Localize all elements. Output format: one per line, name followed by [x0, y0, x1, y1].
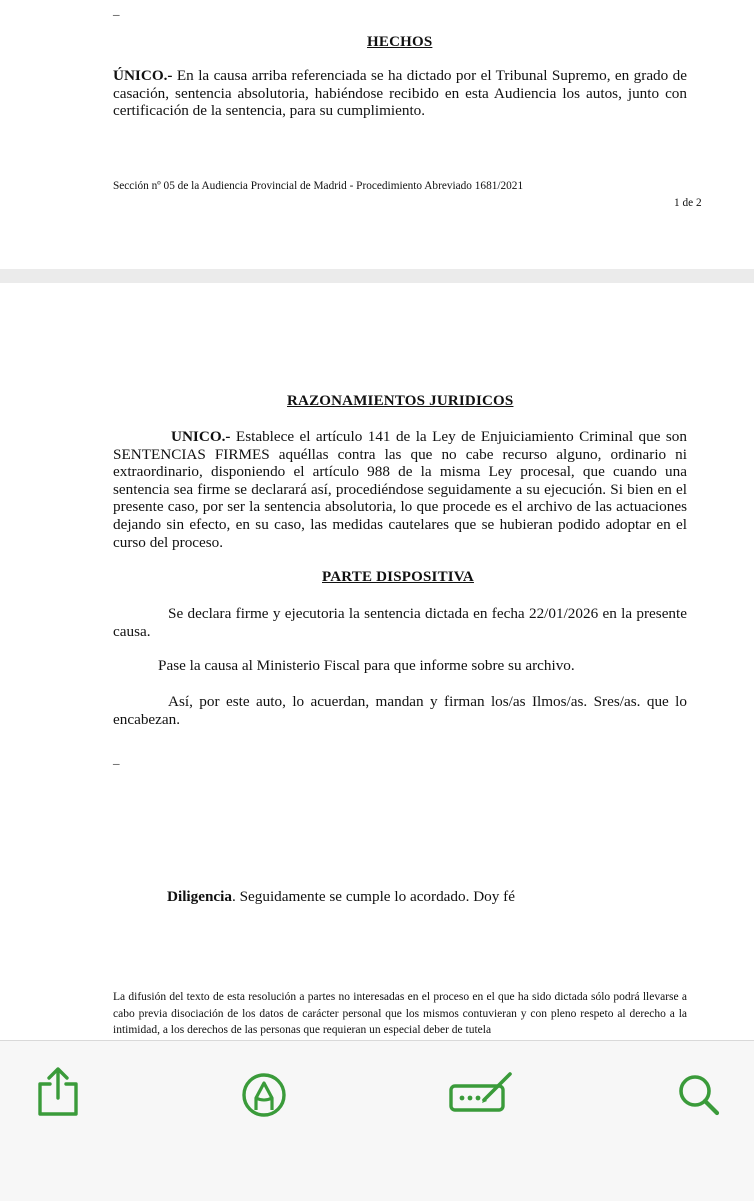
hechos-heading: HECHOS — [367, 34, 433, 50]
document-page-1 — [0, 0, 754, 269]
unico-text: Establece el artículo 141 de la Ley de Enjuiciamiento Criminal que son SENTENCIAS FIRMES aquéllas contra las que no cabe recurso alguno, ordinario ni extraordinario, disponiendo el artículo 988 de la misma Ley procesal, que cuando una sentencia sea firme se declarará así, procediéndose seguidamente a su ejecución. Si bien en el presente caso, por ser la sentencia absolutoria, lo que procede es el archivo de las actuaciones dejando sin efecto, en su caso, las medidas cautelares que se hubieran podido adoptar en el curso del proceso. — [113, 428, 687, 551]
dispositiva-paragraph-2: Pase la causa al Ministerio Fiscal para que informe sobre su archivo. — [158, 657, 575, 674]
diligencia-label: Diligencia — [167, 888, 232, 905]
page-dash: _ — [113, 2, 120, 17]
hechos-paragraph — [113, 67, 687, 120]
dispositiva-paragraph-1: Se declara firme y ejecutoria la sentencia dictada en fecha 22/01/2026 en la presente causa. — [113, 605, 687, 640]
razonamientos-paragraph — [113, 428, 687, 551]
razonamientos-heading: RAZONAMIENTOS JURIDICOS — [287, 393, 514, 409]
diligencia-line — [167, 888, 515, 906]
share-icon[interactable] — [34, 1066, 82, 1118]
bottom-toolbar — [0, 1040, 754, 1201]
page-footer: Sección nº 05 de la Audiencia Provincial de Madrid - Procedimiento Abreviado 1681/2021 — [113, 180, 524, 192]
signature-icon[interactable] — [448, 1069, 516, 1115]
diligencia-text: . Seguidamente se cumple lo acordado. Doy fé — [231, 888, 515, 905]
page-separator — [0, 269, 754, 283]
search-icon[interactable] — [676, 1072, 722, 1118]
page-number: 1 de 2 — [674, 197, 702, 209]
privacy-disclaimer: La difusión del texto de esta resolución a partes no interesadas en el proceso en el que ha sido dictada sólo podrá llevarse a cabo previa disociación de los datos de carácter personal que los mismos contuvieran y con pleno respeto al derecho a la intimidad, a los derechos de las personas que requieran un especial deber de tutela — [113, 991, 687, 1037]
unico-label: UNICO.- — [171, 428, 231, 445]
unico-label: ÚNICO.- — [113, 67, 173, 84]
unico-text: En la causa arriba referenciada se ha dictado por el Tribunal Supremo, en grado de casación, sentencia absolutoria, habiéndose recibido en esta Audiencia los autos, junto con certificación de la sentencia, para su cumplimiento. — [113, 67, 688, 120]
page-dash: _ — [113, 751, 120, 766]
parte-dispositiva-heading: PARTE DISPOSITIVA — [322, 569, 474, 585]
markup-icon[interactable] — [241, 1072, 287, 1118]
dispositiva-paragraph-3: Así, por este auto, lo acuerdan, mandan y firman los/as Ilmos/as. Sres/as. que lo encabezan. — [113, 693, 687, 728]
